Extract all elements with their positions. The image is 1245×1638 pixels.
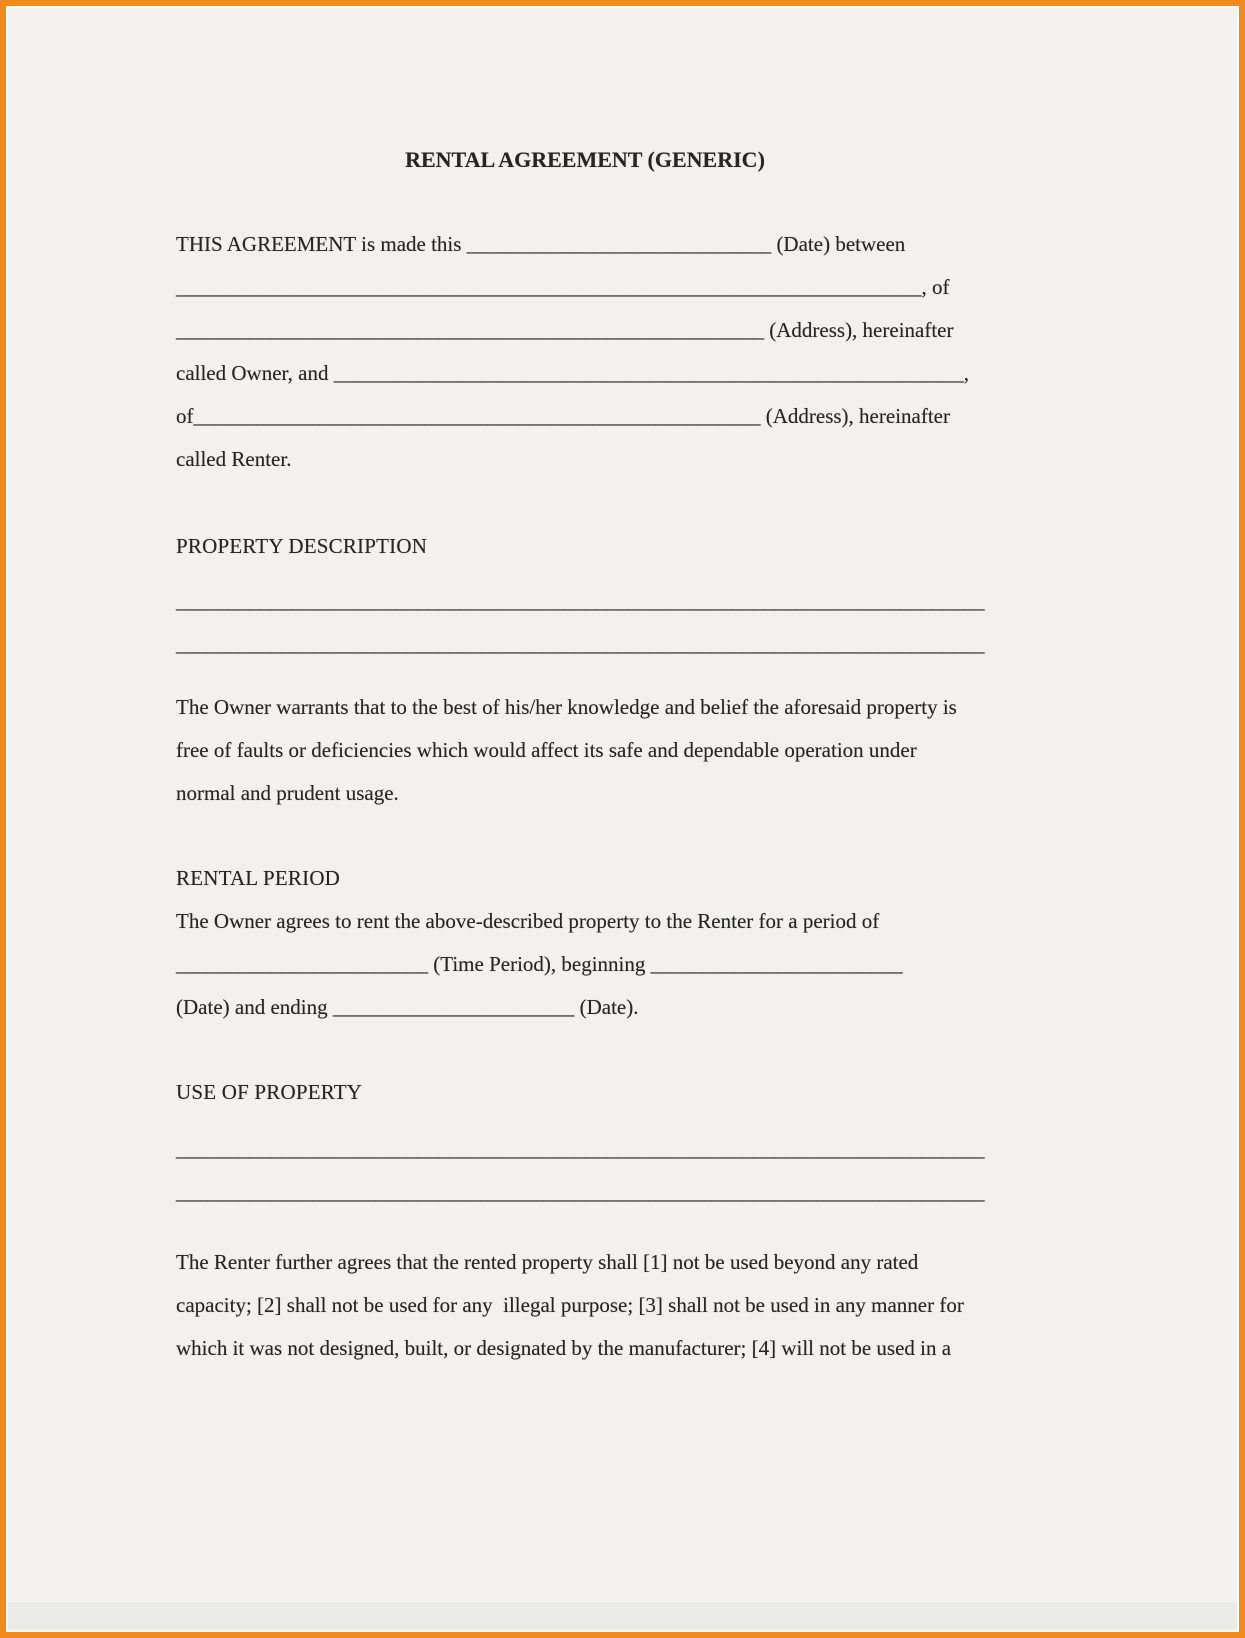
section-heading-rental-period: RENTAL PERIOD: [176, 866, 341, 890]
property-description-blank-lines: [176, 580, 994, 666]
owner-warranty-paragraph: [176, 686, 994, 815]
warranty-line: free of faults or deficiencies which would affect its safe and dependable operation under: [176, 738, 917, 762]
renter-agreement-line: capacity; [2] shall not be used for any illegal purpose; [3] shall not be used in any manner for: [176, 1293, 964, 1317]
intro-line-renter-name: called Owner, and ____________________________________________________________,: [176, 361, 970, 385]
rental-period-paragraph: [176, 900, 994, 1029]
use-of-property-blank-lines: [176, 1128, 994, 1214]
fill-in-line: _____________________________________________________________________________: [176, 589, 985, 613]
intro-line-owner-name: _______________________________________________________________________, of: [176, 275, 950, 299]
warranty-line: normal and prudent usage.: [176, 781, 399, 805]
agreement-intro-paragraph: [176, 223, 994, 481]
intro-line-called-renter: called Renter.: [176, 447, 292, 471]
warranty-line: The Owner warrants that to the best of his/her knowledge and belief the aforesaid property is: [176, 695, 957, 719]
intro-line-owner-address: ________________________________________________________ (Address), hereinafter: [176, 318, 954, 342]
page-footer-strip: [8, 1602, 1237, 1630]
renter-agreement-line: The Renter further agrees that the rented property shall [1] not be used beyond any rated: [176, 1250, 919, 1274]
fill-in-line: _____________________________________________________________________________: [176, 1137, 985, 1161]
section-heading-property-description: PROPERTY DESCRIPTION: [176, 534, 428, 558]
rental-period-line: The Owner agrees to rent the above-described property to the Renter for a period of: [176, 909, 880, 933]
renter-agreement-line: which it was not designed, built, or designated by the manufacturer; [4] will not be used in a: [176, 1336, 952, 1360]
intro-line-renter-address: of______________________________________________________ (Address), hereinafter: [176, 404, 950, 428]
document-title: RENTAL AGREEMENT (GENERIC): [405, 147, 765, 172]
fill-in-line: _____________________________________________________________________________: [176, 632, 985, 656]
rental-period-line: (Date) and ending _______________________ (Date).: [176, 995, 639, 1019]
intro-line-date: THIS AGREEMENT is made this _____________________________ (Date) between: [176, 232, 906, 256]
renter-agreement-paragraph: [176, 1241, 994, 1370]
rental-period-line: ________________________ (Time Period), beginning ________________________: [176, 952, 903, 976]
section-heading-use-of-property: USE OF PROPERTY: [176, 1080, 363, 1104]
document-content: [6, 6, 994, 1370]
fill-in-line: _____________________________________________________________________________: [176, 1180, 985, 1204]
